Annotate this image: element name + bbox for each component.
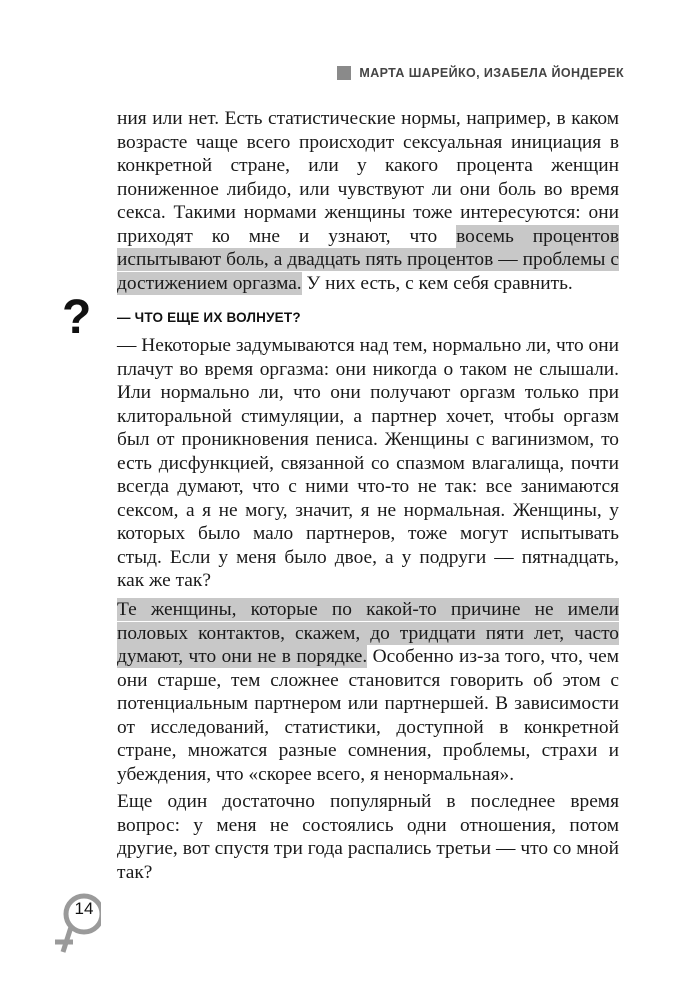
paragraph-3-highlight: Те женщины, которые по какой-то причине не имели половых контактов, скажем, до тридцати пяти лет, часто думают, что они не в порядке. bbox=[117, 599, 619, 667]
paragraph-1 bbox=[117, 107, 619, 295]
paragraph-4-text: Еще один достаточно популярный в последнее время вопрос: у меня не состоялись одни отношения, потом другие, вот спустя три года распались третьи — что со мной так? bbox=[117, 791, 619, 883]
paragraph-2 bbox=[117, 334, 619, 593]
paragraph-3-text: Особенно из-за того, что, чем они старше, тем сложнее становится говорить об этом с потенциальным партнером или партнершей. В зависимости от исследований, статистики, доступной в конкретной стране, множатся разные сомнения, проблемы, страхи и убеждения, что «скорее всего, я ненормальная». bbox=[117, 646, 619, 785]
running-header bbox=[337, 66, 624, 80]
paragraph-3 bbox=[117, 598, 619, 786]
paragraph-2-text: — Некоторые задумываются над тем, нормально ли, что они плачут во время оргазма: они никогда о таком не слышали. Или нормально ли, что они получают оргазм только при клиторальной стимуляции, а партнер хочет, чтобы оргазм был от проникновения пениса. Женщины с вагинизмом, то есть дисфункцией, связанной со спазмом влагалища, почти всегда думают, что с ними что-то не так: все занимаются сексом, а я не могу, значит, я не нормальная. Женщины, у которых было мало партнеров, тоже могут испытывать стыд. Если у меня было двое, а у подруги — пятнадцать, как же так? bbox=[117, 335, 619, 591]
paragraph-4 bbox=[117, 790, 619, 884]
paragraph-1-tail: У них есть, с кем себя сравнить. bbox=[301, 272, 573, 294]
question-mark-icon: ? bbox=[62, 291, 92, 344]
page-number: 14 bbox=[74, 899, 94, 918]
paragraph-1-highlight: восемь процентов испытывают боль, а двадцать пять процентов — проблемы с достижением оргазма. bbox=[117, 225, 619, 294]
question-heading: — ЧТО ЕЩЕ ИХ ВОЛНУЕТ? bbox=[117, 310, 301, 325]
running-title: МАРТА ШАРЕЙКО, ИЗАБЕЛА ЙОНДЕРЕК bbox=[359, 66, 624, 80]
square-marker-icon bbox=[337, 66, 351, 80]
paragraph-1-text: ния или нет. Есть статистические нормы, например, в каком возрасте чаще всего происходит сексуальная инициация в конкретной стране, или у какого процента женщин пониженное либидо, или чувствуют ли они боль во время секса. Такими нормами женщины тоже интересуются: они приходят ко мне и узнают, что bbox=[117, 108, 619, 247]
